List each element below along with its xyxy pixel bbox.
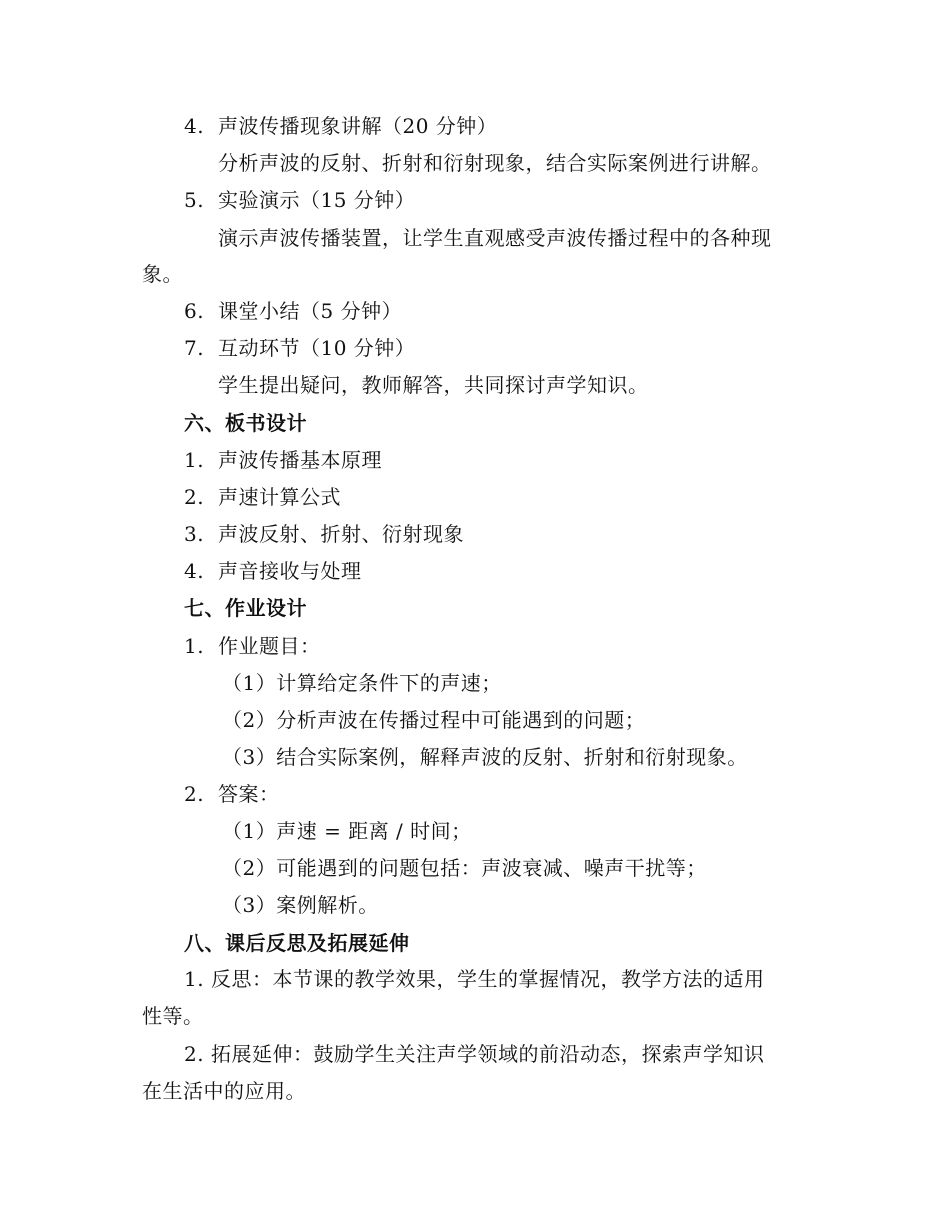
- reflection-paragraph-line-2: 性等。: [142, 1004, 204, 1028]
- lesson-step-7: 7. 互动环节（10 分钟）: [184, 336, 416, 360]
- lesson-step-4-desc: 分析声波的反射、折射和衍射现象，结合实际案例进行讲解。: [218, 151, 772, 175]
- homework-question-1: （1）计算给定条件下的声速；: [222, 671, 502, 695]
- extension-paragraph-line-2: 在生活中的应用。: [142, 1079, 306, 1103]
- section-heading-board-design: 六、板书设计: [184, 411, 307, 435]
- lesson-step-6: 6. 课堂小结（5 分钟）: [184, 299, 403, 323]
- lesson-step-5-desc: 演示声波传播装置，让学生直观感受声波传播过程中的各种现: [218, 226, 772, 250]
- reflection-paragraph-line-1: 1. 反思：本节课的教学效果，学生的掌握情况，教学方法的适用: [184, 967, 765, 991]
- homework-answer-2: （2）可能遇到的问题包括：声波衰减、噪声干扰等；: [222, 856, 707, 880]
- board-item-4: 4. 声音接收与处理: [184, 559, 362, 583]
- homework-answer-3: （3）案例解析。: [222, 893, 379, 917]
- homework-answers-label: 2. 答案：: [184, 782, 280, 806]
- extension-paragraph-line-1: 2. 拓展延伸：鼓励学生关注声学领域的前沿动态，探索声学知识: [184, 1042, 765, 1066]
- homework-question-2: （2）分析声波在传播过程中可能遇到的问题；: [222, 708, 646, 732]
- section-heading-homework: 七、作业设计: [184, 596, 307, 620]
- board-item-3: 3. 声波反射、折射、衍射现象: [184, 522, 464, 546]
- lesson-step-5: 5. 实验演示（15 分钟）: [184, 188, 416, 212]
- homework-answer-1: （1）声速 = 距离 / 时间；: [222, 819, 472, 843]
- section-heading-reflection: 八、课后反思及拓展延伸: [184, 931, 410, 955]
- lesson-step-5-desc-cont: 象。: [142, 262, 183, 286]
- homework-questions-label: 1. 作业题目：: [184, 634, 321, 658]
- lesson-step-4: 4. 声波传播现象讲解（20 分钟）: [184, 114, 498, 138]
- lesson-step-7-desc: 学生提出疑问，教师解答，共同探讨声学知识。: [218, 373, 649, 397]
- board-item-2: 2. 声速计算公式: [184, 485, 341, 509]
- board-item-1: 1. 声波传播基本原理: [184, 448, 382, 472]
- homework-question-3: （3）结合实际案例，解释声波的反射、折射和衍射现象。: [222, 745, 748, 769]
